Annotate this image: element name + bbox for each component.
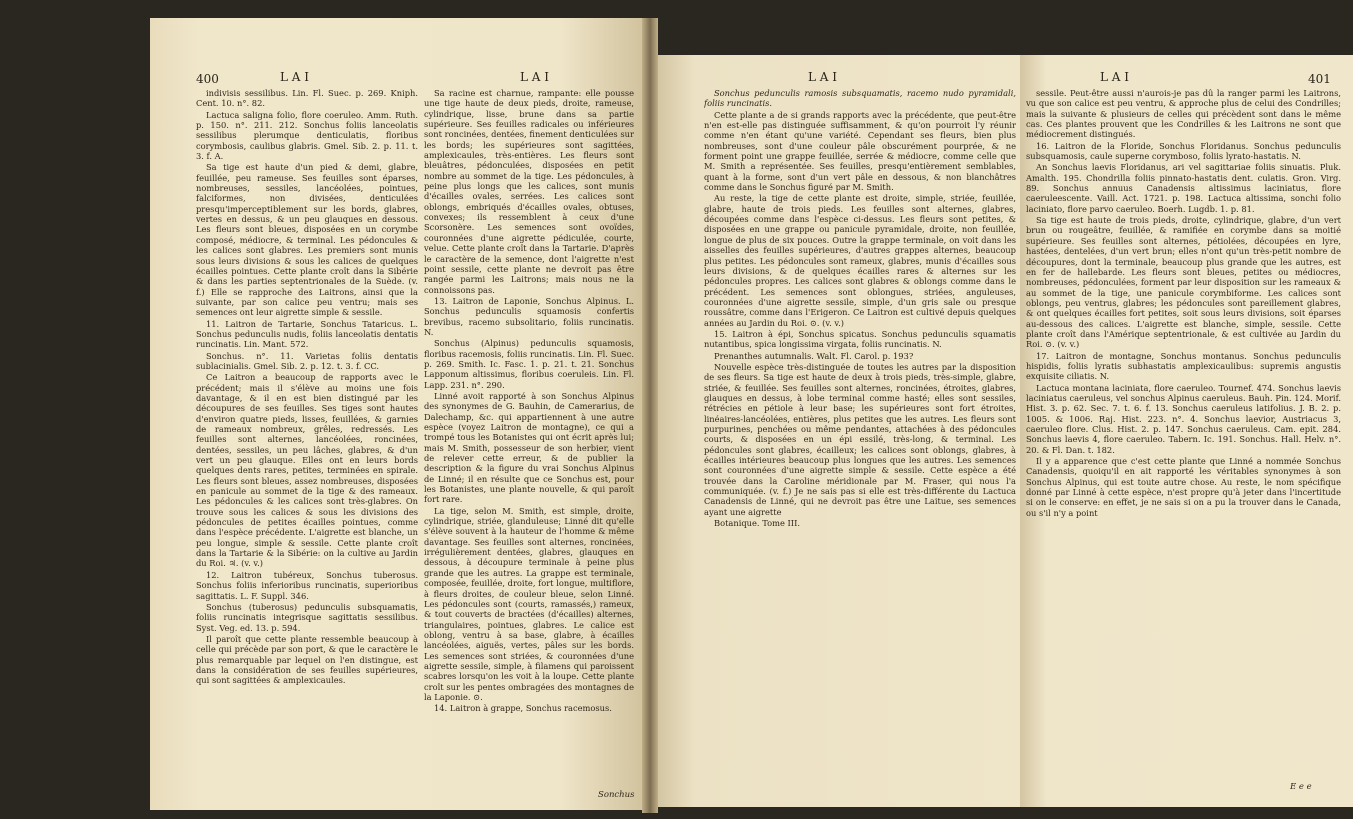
paragraph: 14. Laitron à grappe, Sonchus racemosus. [434, 703, 612, 714]
paragraph: Sonchus (Alpinus) pedunculis squamosis, floribus racemosis, foliis runcinatis. Lin. Fl. Suec. p. 269. Smith. Ic. Fasc. 1. p. 21. t. 21. Sonchus Lapponum altissimus, floribus coeruleis. Lin. Fl. Lapp. 231. n°. 290. [424, 338, 634, 390]
paragraph: Ce Laitron a beaucoup de rapports avec le précédent; mais il s'élève au moins une fois davantage, & il en est bien distingué par les découpures de ses feuilles. Ses tiges sont hautes d'environ quatre pieds, lisses, feuillées, & garnies de rameaux nombreux, grêles, redressés. Les feuilles sont alternes, lancéolées, roncinées, dentées, sessiles, un peu lâches, glabres, & d'un vert un peu glauque. Elles ont en leurs bords quelques dents rares, petites, terminées en spirale. Les fleurs sont bleues, assez nombreuses, disposées en panicule au sommet de la tige & des rameaux. Les pédoncules & les calices sont très-glabres. On trouve sous les calices & sous les divisions des pédoncules de petites écailles pointues, comme dans l'espèce précédente. L'aigrette est blanche, un peu longue, simple & sessile. Cette plante croît dans la Tartarie & la Sibérie: on la cultive au Jardin du Roi. ♃. (v. v.) [196, 372, 418, 569]
right-column-2 [1026, 88, 1341, 778]
paragraph: La tige, selon M. Smith, est simple, droite, cylindrique, striée, glanduleuse; Linné dit qu'elle s'élève souvent à la hauteur de l'homme & même davantage. Ses feuilles sont alternes, roncinées, irrégulièrement dentées, glabres, glauques en dessous, à découpure terminale à peine plus grande que les autres. La grappe est terminale, composée, feuillée, droite, fort longue, multiflore, à fleurs droites, de couleur bleue, selon Linné. Les pédoncules sont (courts, ramassés,) rameux, & tout couverts de bractées (d'écailles) alternes, triangulaires, pointues, glabres. Le calice est oblong, ventru à sa base, glabre, à écailles lancéolées, aiguës, vertes, pâles sur les bords. Les semences sont striées, & couronnées d'une aigrette sessile, simple, à filamens qui paroissent scabres lorsqu'on les voit à la loupe. Cette plante croît sur les pentes ombragées des montagnes de la Laponie. ⊙. [424, 505, 634, 702]
paragraph: Sonchus pedunculis ramosis subsquamatis, racemo nudo pyramidali, foliis runcinatis. [704, 88, 1016, 109]
paragraph: Lactuca montana laciniata, flore caeruleo. Tournef. 474. Sonchus laevis laciniatus caeruleus, vel sonchus Alpinus caeruleus. Bauh. Pin. 124. Morif. Hist. 3. p. 62. Sec. 7. t. 6. f. 13. Sonchus caeruleus latifolius. J. B. 2. p. 1005. & 1006. Raj. Hist. 223. n°. 4. Sonchus laevior, Austriacus 3, caeruleo flore. Clus. Hist. 2. p. 147. Sonchus caeruleus. Cam. epit. 284. Sonchus laevis 4, flore caeruleo. Tabern. Ic. 191. Sonchus. Hall. Helv. n°. 20. & Fl. Dan. t. 182. [1026, 382, 1341, 455]
right-column-1 [704, 88, 1016, 798]
paragraph: 11. Laitron de Tartarie, Sonchus Tataricus. L. Sonchus pedunculis nudis, foliis lanceolatis dentatis runcinatis. Lin. Mant. 572. [196, 318, 418, 350]
paragraph: Sonchus (tuberosus) pedunculis subsquamatis, foliis runcinatis integrisque sagittatis sessilibus. Syst. Veg. ed. 13. p. 594. [196, 601, 418, 633]
right-catchword: E e e [1290, 782, 1312, 792]
right-page-number: 401 [1308, 72, 1331, 86]
paragraph: Linné avoit rapporté à son Sonchus Alpinus des synonymes de G. Bauhin, de Camerarius, de Dalechamp, &c. qui appartiennent à une autre espèce (voyez Laitron de montagne), ce qui a trompé tous les Botanistes qui ont écrit après lui; mais M. Smith, possesseur de son herbier, vient de relever cette erreur, & de publier la description & la figure du vrai Sonchus Alpinus de Linné; il en résulte que ce Sonchus est, pour les Botanistes, une plante nouvelle, & qui paroît fort rare. [424, 390, 634, 505]
paragraph: 12. Laitron tubéreux, Sonchus tuberosus. Sonchus foliis inferioribus runcinatis, superioribus sagittatis. L. F. Suppl. 346. [196, 569, 418, 601]
paragraph: Botanique. Tome III. [714, 518, 800, 529]
paragraph: Sa tige est haute de trois pieds, droite, cylindrique, glabre, d'un vert brun ou rougeâtre, feuillée, & ramifiée en corymbe dans sa moitié supérieure. Ses feuilles sont alternes, pétiolées, découpées en lyre, hastées, dentelées, d'un vert brun; elles n'ont qu'un très-petit nombre de découpures, dont la terminale, beaucoup plus grande que les autres, est en fer de hallebarde. Les fleurs sont bleues, petites ou médiocres, nombreuses, pédonculées, forment par leur disposition sur les rameaux & au sommet de la tige, une panicule corymbiforme. Les calices sont oblongs, peu ventrus, glabres; les pédoncules sont pareillement glabres, & ont quelques écailles fort petites, soit sous leurs divisions, soit éparses au-dessous des calices. L'aigrette est blanche, simple, sessile. Cette plante croît dans l'Amérique septentrionale, & est cultivée au Jardin du Roi. ⊙. (v. v.) [1026, 215, 1341, 350]
paragraph: 17. Laitron de montagne, Sonchus montanus. Sonchus pedunculis hispidis, foliis lyratis subhastatis amplexicaulibus: supremis angustis exquisite ciliatis. N. [1026, 350, 1341, 382]
paragraph: 15. Laitron à épi, Sonchus spicatus. Sonchus pedunculis squamatis nutantibus, spica longissima virgata, foliis runcinatis. N. [704, 328, 1016, 350]
left-running-head-col2: L A I [520, 70, 550, 84]
paragraph: indivisis sessilibus. Lin. Fl. Suec. p. 269. Kniph. Cent. 10. n°. 82. [196, 88, 418, 109]
right-running-head-col2: L A I [1100, 70, 1130, 84]
paragraph: 13. Laitron de Laponie, Sonchus Alpinus. L. Sonchus pedunculis squamosis confertis brevibus, racemo subsolitario, foliis runcinatis. N. [424, 295, 634, 337]
paragraph: Il y a apparence que c'est cette plante que Linné a nommée Sonchus Canadensis, quoiqu'il en ait rapporté les véritables synonymes à son Sonchus Alpinus, qui est toute autre chose. Au reste, le nom spécifique donné par Linné à cette espèce, n'est propre qu'à jeter dans l'incertitude si on le conserve: en effet, je ne sais si on a pu la trouver dans le Canada, ou s'il n'y a point [1026, 456, 1341, 518]
left-column-1 [196, 88, 418, 800]
paragraph: Prenanthes autumnalis. Walt. Fl. Carol. p. 193? [714, 350, 914, 361]
left-running-head: L A I [280, 70, 310, 84]
paragraph: An Sonchus laevis Floridanus, ari vel sagittariae foliis sinuatis. Pluk. Amalth. 195. Chondrilla foliis pinnato-hastatis dent. culatis. Gron. Virg. 89. Sonchus annuus Canadensis altissimus laciniatus, flore caeruleescente. Vaill. Act. 1721. p. 198. Lactuca altissima, sonchi folio laciniato, flore parvo caeruleo. Boerh. Lugdb. 1. p. 81. [1026, 162, 1341, 214]
paragraph: Il paroît que cette plante ressemble beaucoup à celle qui précède par son port, & que le caractère le plus remarquable par lequel on l'en distingue, est dans la considération de ses feuilles supérieures, qui sont sagittées & amplexicaules. [196, 633, 418, 686]
left-catchword: Sonchus [598, 790, 635, 800]
paragraph: Sa racine est charnue, rampante: elle pousse une tige haute de deux pieds, droite, rameuse, cylindrique, lisse, brune dans sa partie supérieure. Ses feuilles radicales ou inférieures sont roncinées, dentées, finement denticulées sur les bords; les supérieures sont sagittées, amplexicaules, très-entières. Les fleurs sont bleuâtres, pédonculées, disposées en petit nombre au sommet de la tige. Les pédoncules, à peine plus longs que les calices, sont munis d'écailles ovales, serrées. Les calices sont oblongs, embriqués d'écailles ovales, obtuses, convexes; ils ressemblent à ceux d'une Scorsonère. Les semences sont ovoïdes, couronnées d'une aigrette pédiculée, courte, velue. Cette plante croît dans la Tartarie. D'après le caractère de la semence, dont l'aigrette n'est point sessile, cette plante ne devroit pas être rangée parmi les Laitrons; mais nous ne la connoissons pas. [424, 88, 634, 295]
paragraph: Nouvelle espèce très-distinguée de toutes les autres par la disposition de ses fleurs. Sa tige est haute de deux à trois pieds, très-simple, glabre, striée, & feuillée. Ses feuilles sont alternes, roncinées, étroites, glabres, glauques en dessus, à lobe terminal comme hasté; elles sont sessiles, rétrécies en pétiole à leur base; les supérieures sont fort étroites, linéaires-lancéolées, entières, plus petites que les autres. Les fleurs sont purpurines, penchées ou même pendantes, attachées à des pédoncules courts, & disposées en un épi essilé, très-long, & terminal. Les pédoncules sont glabres, écailleux; les calices sont oblongs, glabres, à écailles intérieures beaucoup plus longues que les autres. Les semences sont couronnées d'une aigrette simple & sessile. Cette espèce a été trouvée dans la Caroline méridionale par M. Fraser, qui nous l'a communiquée. (v. f.) Je ne sais pas si elle est très-différente du Lactuca Canadensis de Linné, qui ne devroit pas être une Laitue, ses semences ayant une aigrette [704, 361, 1016, 517]
book-gutter [642, 18, 658, 813]
left-column-2 [424, 88, 634, 788]
paragraph: Sonchus. n°. 11. Varietas foliis dentatis sublacinialis. Gmel. Sib. 2. p. 12. t. 3. f. CC. [196, 350, 418, 371]
left-page-number: 400 [196, 72, 219, 86]
paragraph: Lactuca saligna folio, flore coeruleo. Amm. Ruth. p. 150. n°. 211. 212. Sonchus foliis lanceolatis sessilibus plerumque denticulatis, floribus corymbosis, caulibus glabris. Gmel. Sib. 2. p. 11. t. 3. f. A. [196, 109, 418, 162]
paragraph: sessile. Peut-être aussi n'aurois-je pas dû la ranger parmi les Laitrons, vu que son calice est peu ventru, & approche plus de celui des Condrilles; mais la suivante & plusieurs de celles qui précèdent sont dans le même cas. Ces plantes prouvent que les Condrilles & les Laitrons ne sont que médiocrement distingués. [1026, 88, 1341, 140]
paragraph: Sa tige est haute d'un pied & demi, glabre, feuillée, peu rameuse. Ses feuilles sont éparses, nombreuses, sessiles, lancéolées, pointues, falciformes, non divisées, denticulées presqu'imperceptiblement sur les bords, glabres, vertes en dessus, & un peu glauques en dessous. Les fleurs sont bleues, disposées en un corymbe composé, médiocre, & terminal. Les pédoncules & les calices sont glabres. Les premiers sont munis sous leurs divisions & sous les calices de quelques écailles pointues. Cette plante croît dans la Sibérie & dans les parties septentrionales de la Suède. (v. f.) Elle se rapproche des Laitrons, ainsi que la suivante, par son calice peu ventru; mais ses semences ont leur aigrette simple & sessile. [196, 162, 418, 318]
paragraph: 16. Laitron de la Floride, Sonchus Floridanus. Sonchus pedunculis subsquamosis, caule superne corymboso, foliis lyrato-hastatis. N. [1026, 140, 1341, 162]
right-running-head: L A I [808, 70, 838, 84]
paragraph: Cette plante a de si grands rapports avec la précédente, que peut-être n'en est-elle pas distinguée suffisamment, & qu'on pourroit l'y réunir comme n'en étant qu'une variété. Cependant ses fleurs, bien plus nombreuses, sont d'une couleur pâle obscurément pourprée, & ne forment point une grappe feuillée, serrée & médiocre, comme celle que M. Smith a représentée. Ses feuilles, presqu'entièrement semblables, quant à la forme, sont d'un vert pâle en dessous, & non blanchâtres comme dans le Sonchus figuré par M. Smith. [704, 109, 1016, 193]
paragraph: Au reste, la tige de cette plante est droite, simple, striée, feuillée, glabre, haute de trois pieds. Les feuilles sont alternes, glabres, découpées comme dans l'espèce ci-dessus. Les fleurs sont petites, & disposées en une grappe ou panicule pyramidale, droite, non feuillée, longue de plus de six pouces. Outre la grappe terminale, on voit dans les aisselles des feuilles supérieures, d'autres grappes alternes, beaucoup plus petites. Les pédoncules sont rameux, glabres, munis d'écailles sous leurs divisions, & de quelques écailles rares & alternes sur les pédoncules propres. Les calices sont glabres & oblongs comme dans le précédent. Les semences sont oblongues, striées, anguleuses, couronnées d'une aigrette sessile, simple, d'un gris sale ou presque roussâtre, comme dans l'Erigeron. Ce Laitron est cultivé depuis quelques années au Jardin du Roi. ⊙. (v. v.) [704, 193, 1016, 328]
